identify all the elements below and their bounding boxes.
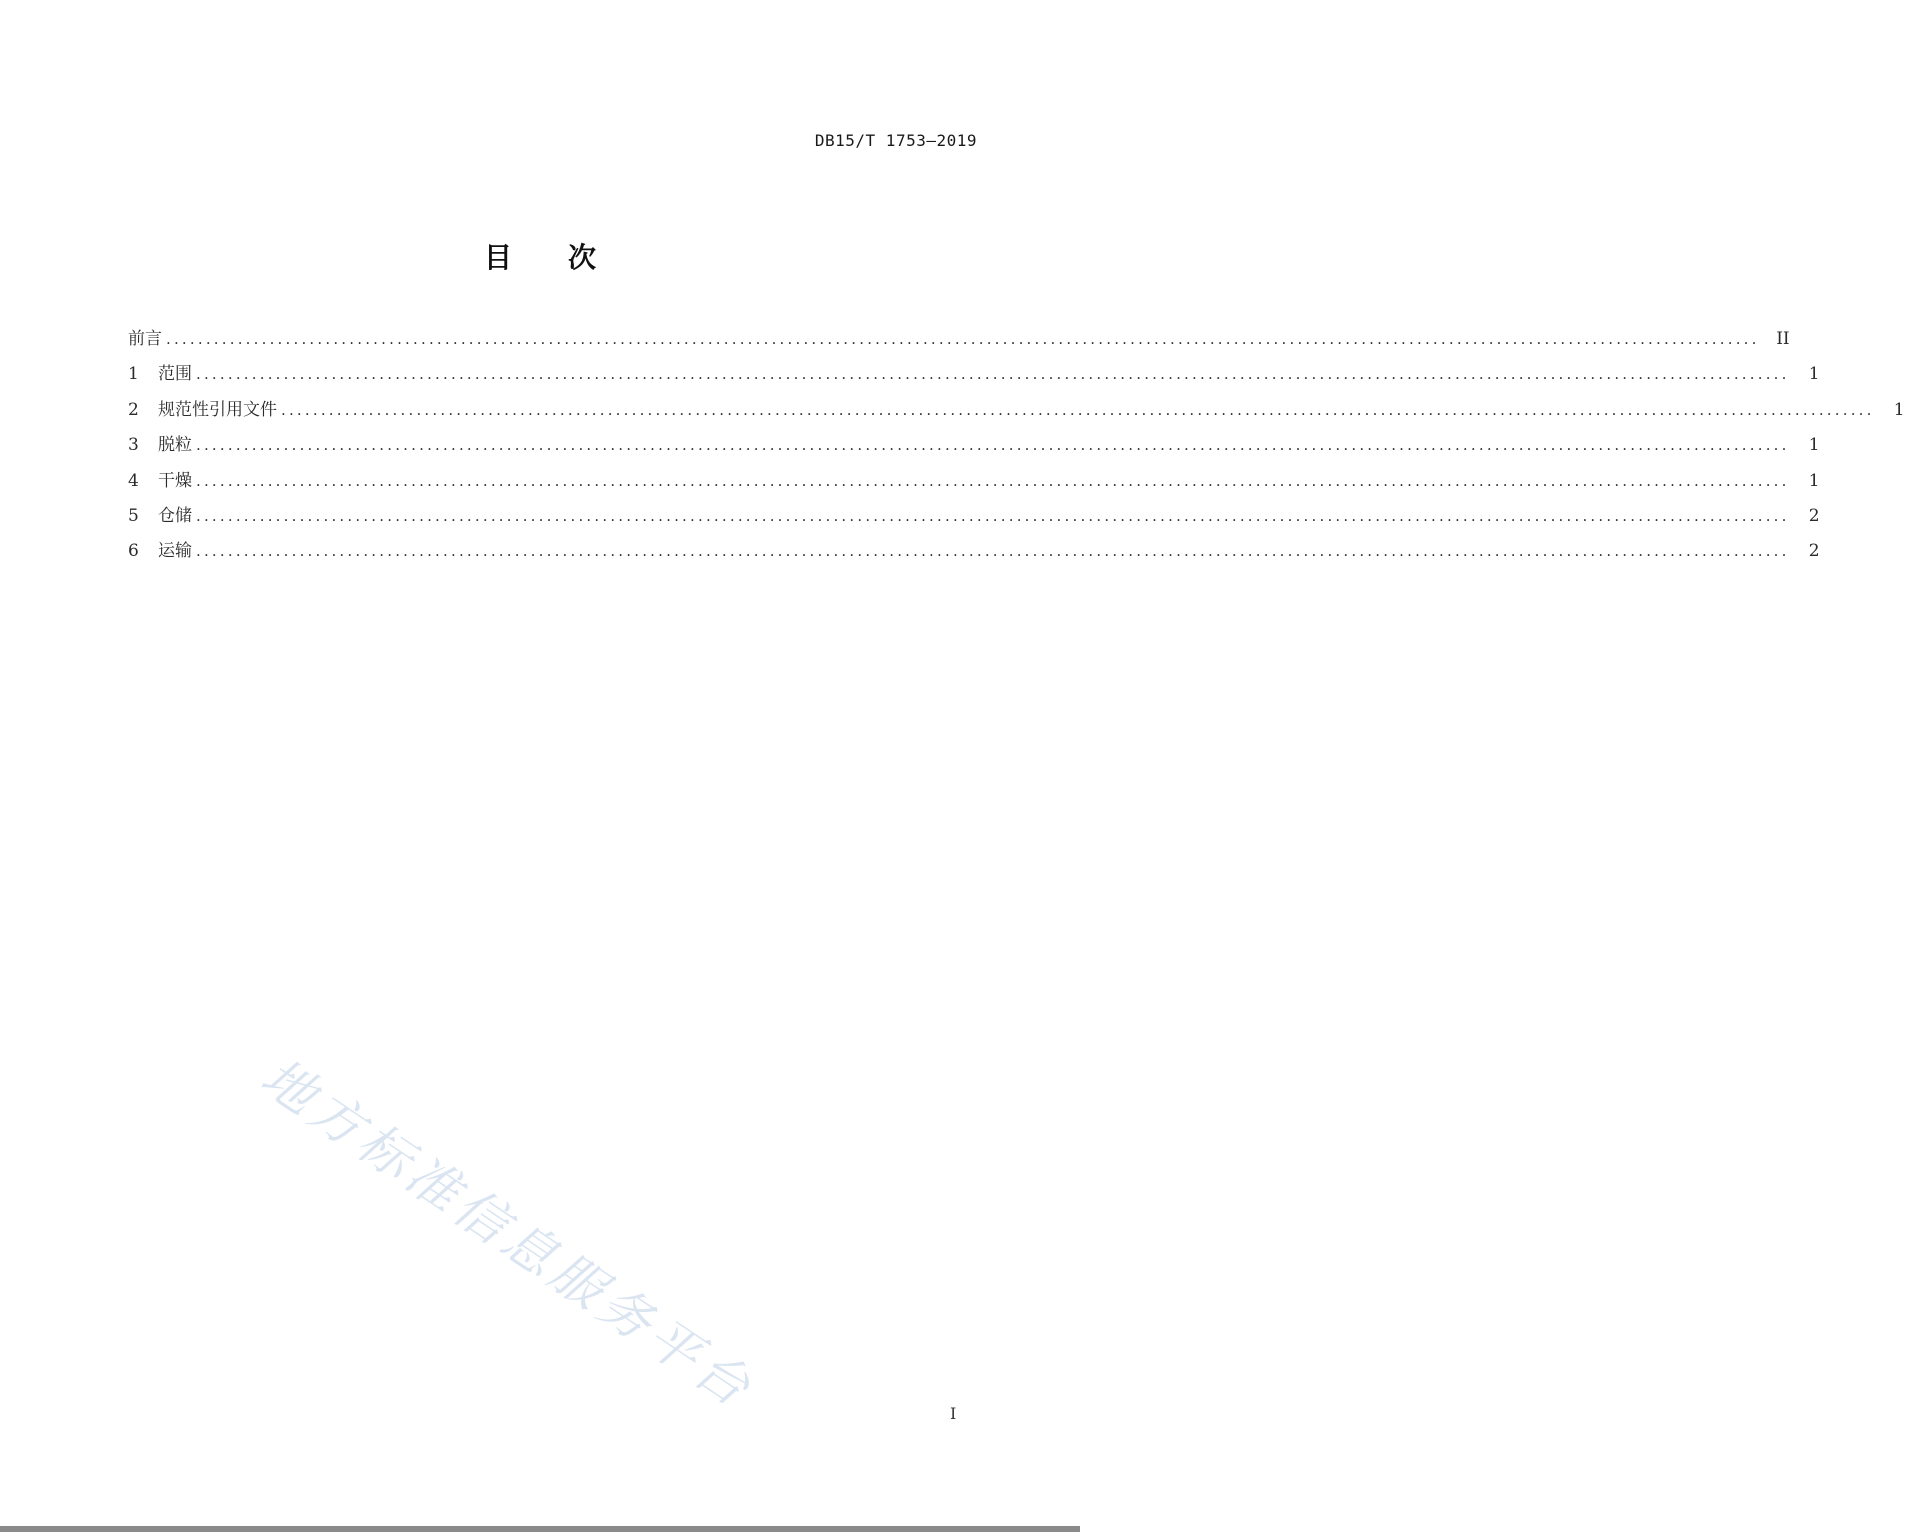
- table-of-contents: [128, 324, 1905, 572]
- viewer-bottom-bar: [0, 1526, 1080, 1532]
- toc-entry-number: 2: [128, 399, 139, 420]
- toc-leader-dots: ........................................................................................................................................................................................................: [196, 542, 1790, 561]
- toc-entry-page: 1: [1808, 364, 1820, 385]
- toc-entry-drying[interactable]: [128, 466, 1820, 501]
- toc-entry-threshing[interactable]: [128, 430, 1820, 465]
- toc-entry-page: 2: [1808, 541, 1820, 562]
- toc-entry-label: 干燥: [158, 470, 192, 491]
- toc-entry-label: 脱粒: [158, 435, 192, 456]
- toc-entry-label: 规范性引用文件: [158, 399, 277, 420]
- toc-entry-normative-references[interactable]: [128, 395, 1905, 430]
- toc-leader-dots: ........................................................................................................................................................................................................: [196, 506, 1790, 525]
- toc-entry-number: 1: [128, 364, 139, 385]
- watermark: 地方标准信息服务平台: [250, 1047, 765, 1422]
- toc-entry-number: 4: [128, 470, 139, 491]
- toc-entry-storage[interactable]: [128, 501, 1820, 536]
- toc-entry-label: 范围: [158, 364, 192, 385]
- page-title: 目次: [483, 241, 652, 274]
- toc-entry-page: 1: [1893, 399, 1905, 420]
- toc-entry-scope[interactable]: [128, 359, 1820, 394]
- toc-entry-page: II: [1776, 329, 1790, 349]
- document-code: DB15/T 1753—2019: [814, 131, 977, 150]
- toc-leader-dots: ........................................................................................................................................................................................................: [196, 365, 1790, 384]
- page-number: I: [950, 1404, 957, 1423]
- toc-entry-foreword[interactable]: [128, 324, 1790, 359]
- toc-entry-page: 2: [1808, 505, 1820, 526]
- toc-entry-label: 运输: [158, 541, 192, 562]
- toc-entry-transport[interactable]: [128, 536, 1820, 571]
- toc-entry-page: 1: [1808, 470, 1820, 491]
- toc-leader-dots: ........................................................................................................................................................................................................: [281, 400, 1875, 419]
- toc-leader-dots: ........................................................................................................................................................................................................: [196, 436, 1790, 455]
- toc-entry-number: 3: [128, 435, 139, 456]
- toc-entry-number: 5: [128, 505, 139, 526]
- toc-leader-dots: ........................................................................................................................................................................................................: [196, 471, 1790, 490]
- toc-leader-dots: ........................................................................................................................................................................................................: [166, 330, 1760, 348]
- toc-entry-page: 1: [1808, 435, 1820, 456]
- toc-entry-number: 6: [128, 541, 139, 562]
- toc-entry-label: 前言: [128, 329, 162, 349]
- toc-entry-label: 仓储: [158, 505, 192, 526]
